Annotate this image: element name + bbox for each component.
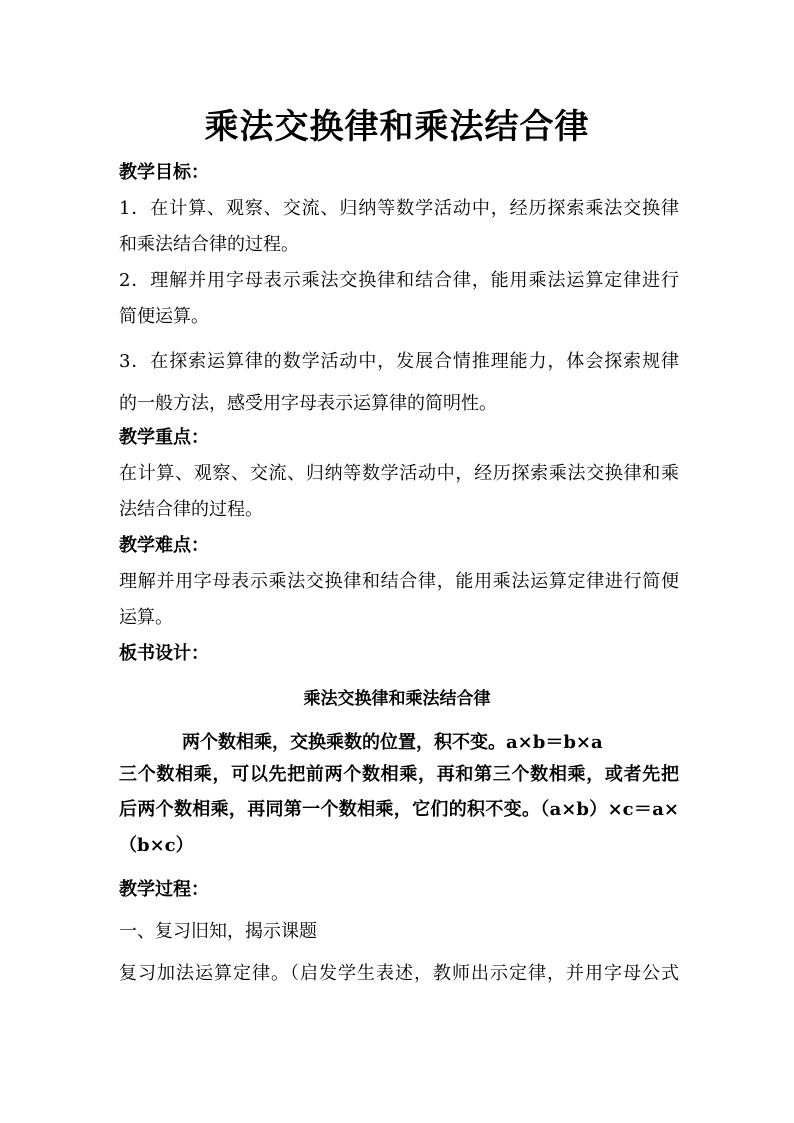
process-step-1-text: 复习加法运算定律。（启发学生表述，教师出示定律，并用字母公式 — [119, 963, 679, 984]
board-design-subtitle: 乘法交换律和乘法结合律 — [303, 689, 491, 709]
goal-1-line-2: 和乘法结合律的过程。 — [119, 234, 299, 255]
goal-1-line-1: 1．在计算、观察、交流、归纳等数学活动中，经历探索乘法交换律 — [119, 198, 679, 219]
document-title: 乘法交换律和乘法结合律 — [204, 107, 590, 147]
goal-2-line-1: 2．理解并用字母表示乘法交换律和结合律，能用乘法运算定律进行 — [119, 270, 679, 291]
associative-law-line-1: 三个数相乘，可以先把前两个数相乘，再和第三个数相乘，或者先把 — [119, 764, 679, 785]
difficulties-heading: 教学难点： — [119, 535, 209, 556]
difficulties-line-2: 运算。 — [119, 607, 173, 628]
goal-2-line-2: 简便运算。 — [119, 306, 209, 327]
key-points-heading: 教学重点： — [119, 427, 209, 448]
teaching-goals-heading: 教学目标： — [119, 162, 209, 183]
key-points-line-1: 在计算、观察、交流、归纳等数学活动中，经历探索乘法交换律和乘 — [119, 463, 679, 484]
teaching-process-heading: 教学过程： — [119, 879, 209, 900]
key-points-line-2: 法结合律的过程。 — [119, 499, 263, 520]
associative-law-line-2: 后两个数相乘，再同第一个数相乘，它们的积不变。（a×b）×c＝a× — [119, 799, 679, 820]
board-design-heading: 板书设计： — [119, 643, 209, 664]
commutative-law-statement: 两个数相乘，交换乘数的位置，积不变。a×b＝b×a — [182, 732, 603, 753]
goal-3-line-2: 的一般方法，感受用字母表示运算律的简明性。 — [119, 393, 497, 414]
process-step-1: 一、复习旧知，揭示课题 — [119, 921, 317, 942]
associative-law-line-3: （b×c） — [119, 835, 194, 856]
difficulties-line-1: 理解并用字母表示乘法交换律和结合律，能用乘法运算定律进行简便 — [119, 571, 679, 592]
goal-3-line-1: 3．在探索运算律的数学活动中，发展合情推理能力，体会探索规律 — [119, 351, 679, 372]
